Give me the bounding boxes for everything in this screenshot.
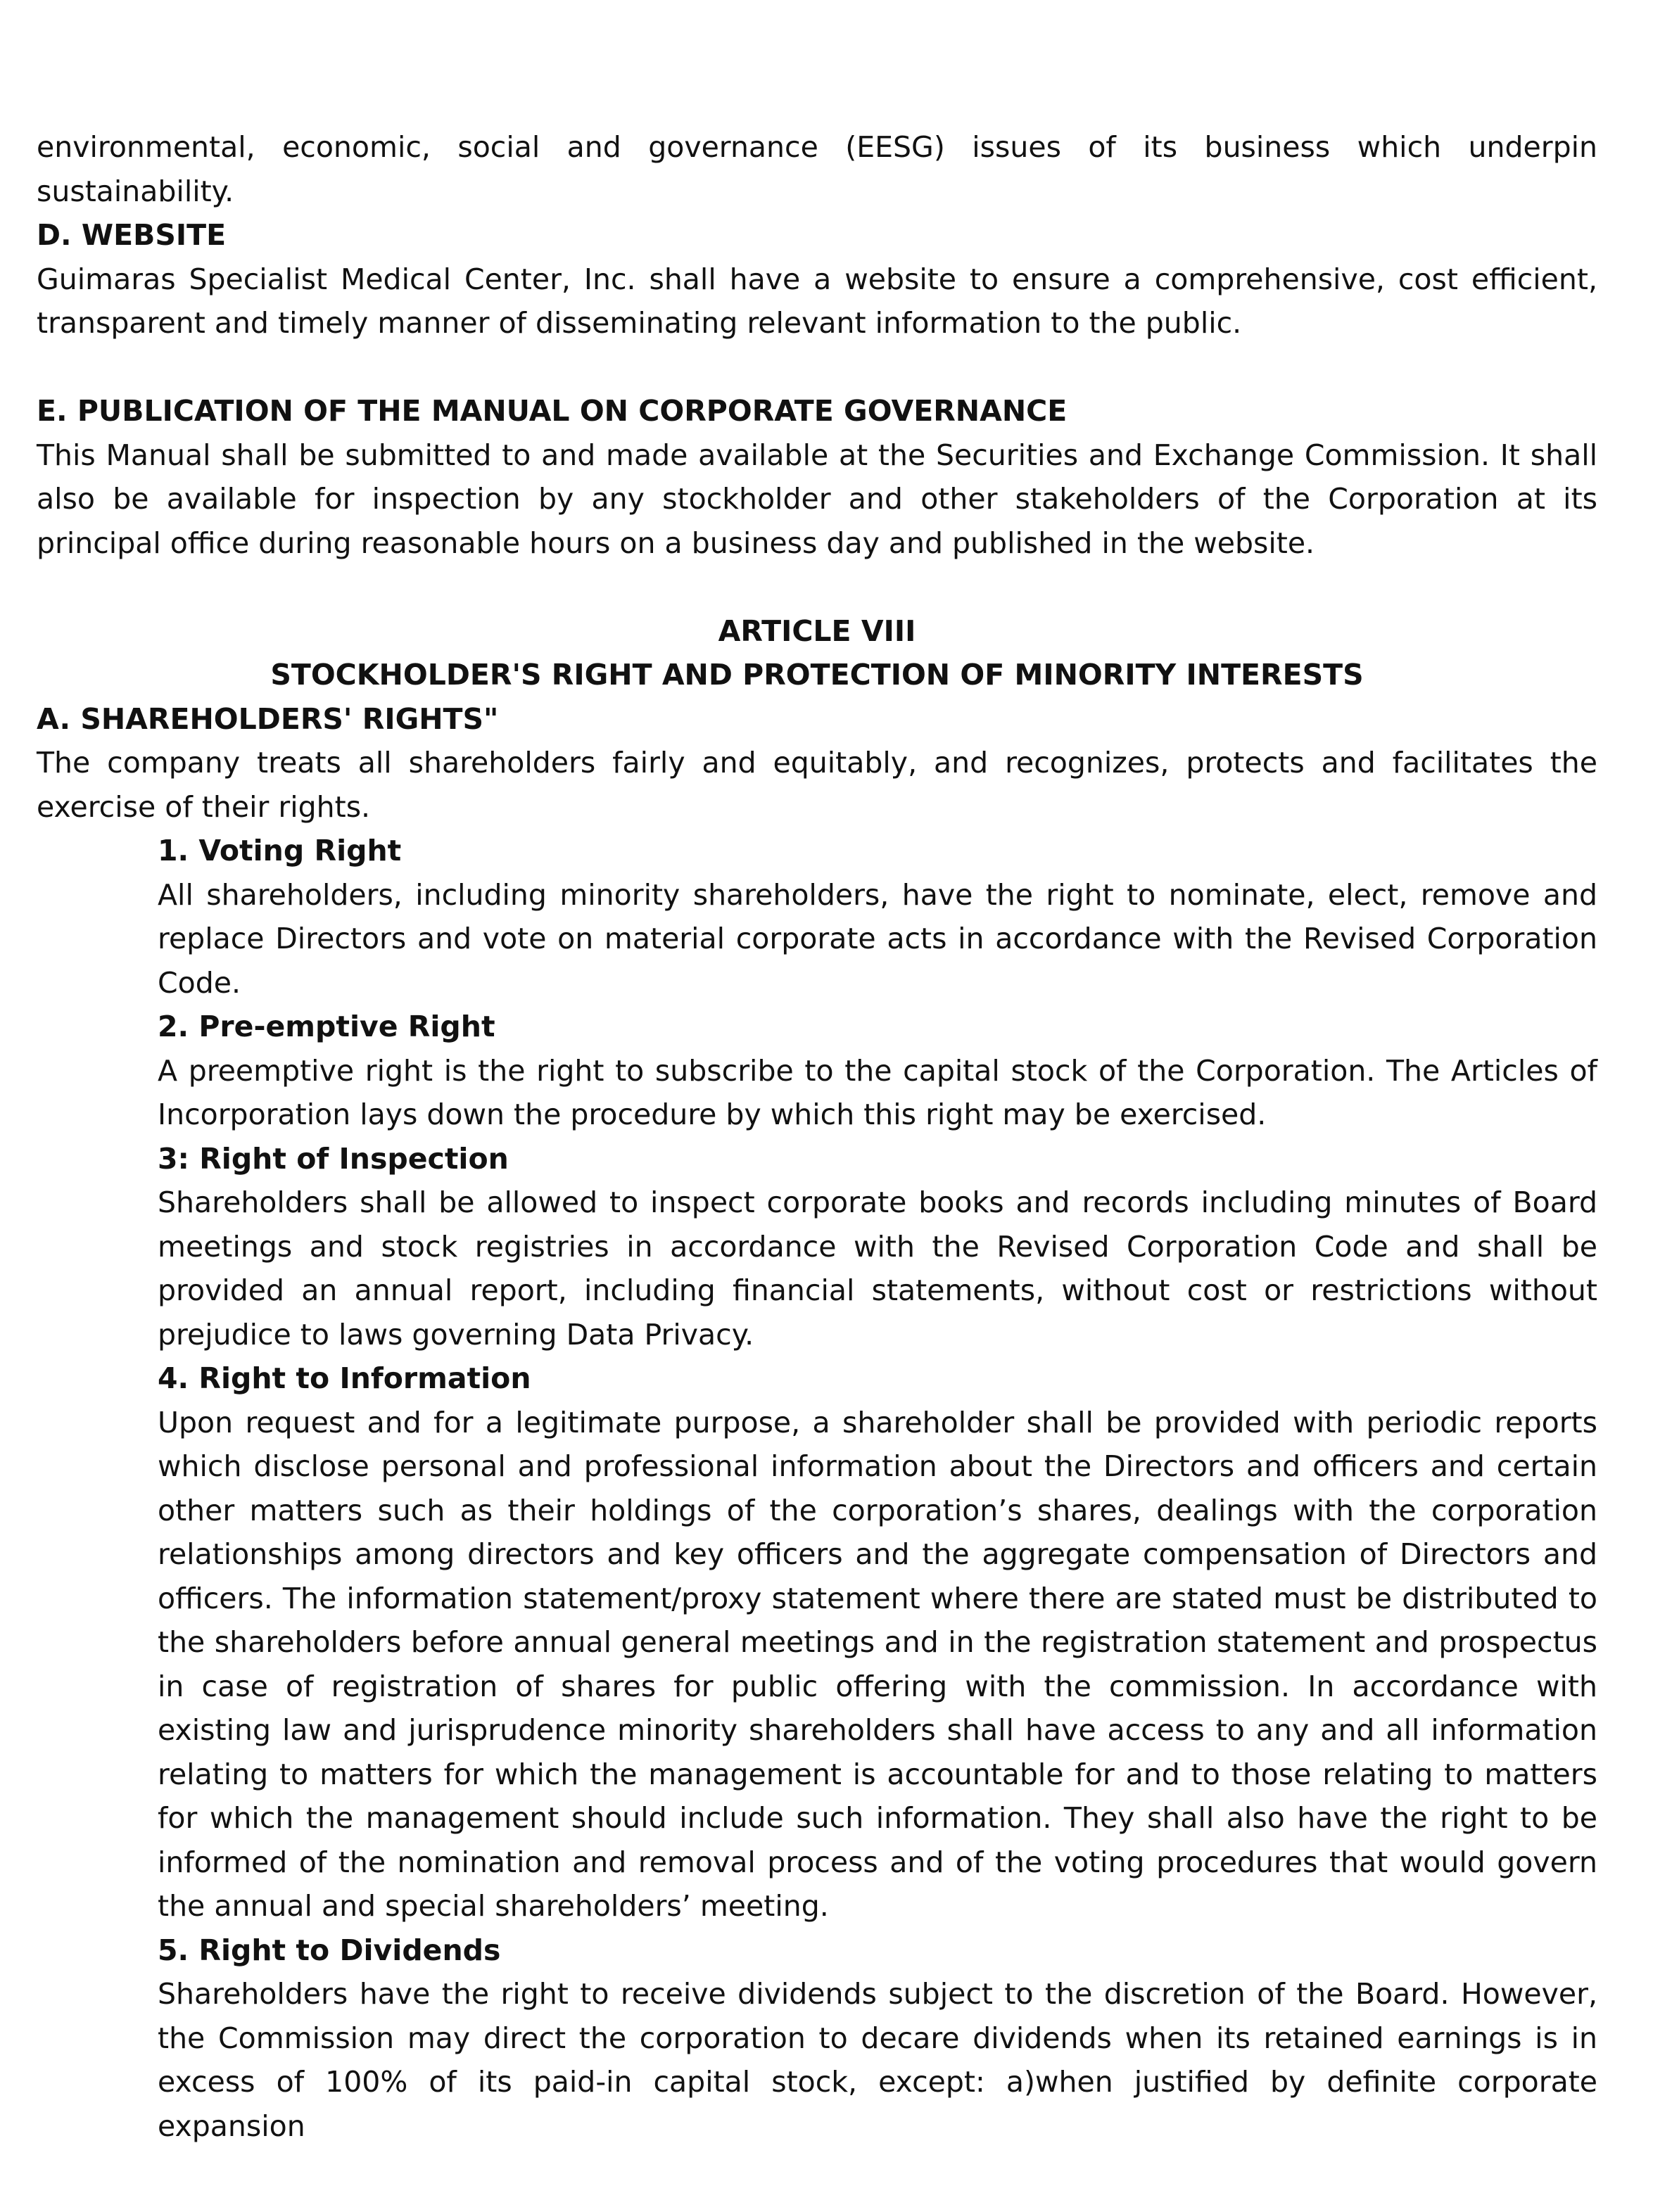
article-number: ARTICLE VIII bbox=[718, 614, 916, 648]
right-title-information: 4. Right to Information bbox=[158, 1361, 531, 1395]
right-title-voting: 1. Voting Right bbox=[158, 834, 402, 867]
right-title-preemptive: 2. Pre-emptive Right bbox=[158, 1010, 495, 1043]
website-heading: D. WEBSITE bbox=[37, 218, 227, 252]
right-text-inspection: Shareholders shall be allowed to inspect corporate books and records including minutes of Board meetings and stock registries in accordance with the Revised Corporation Code and shall be provided an annual report, including financial statements, without cost or restrictions without prejudice to laws governing Data Privacy. bbox=[158, 1186, 1597, 1352]
rights-list bbox=[158, 829, 1597, 2148]
intro-tail-paragraph: environmental, economic, social and governance (EESG) issues of its business which underpin sustainability. bbox=[37, 130, 1597, 208]
shareholders-heading: A. SHAREHOLDERS' RIGHTS" bbox=[37, 701, 499, 736]
right-title-inspection: 3: Right of Inspection bbox=[158, 1141, 509, 1176]
right-text-information: Upon request and for a legitimate purpose, a shareholder shall be provided with periodic reports which disclose personal and professional information about the Directors and officers and certain other matters such as their holdings of the corporation’s shares, dealings with the corporation relationships among directors and key officers and the aggregate compensation of Directors and officers. The information statement/proxy statement where there are stated must be distributed to the shareholders before annual general meetings and in the registration statement and prospectus in case of registration of shares for public offering with the commission. In accordance with existing law and jurisprudence minority shareholders shall have access to any and all information relating to matters for which the management is accountable for and to those relating to matters for which the management should include such information. They shall also have the right to be informed of the nomination and removal process and of the voting procedures that would govern the annual and special shareholders’ meeting. bbox=[158, 1405, 1597, 1923]
website-paragraph: Guimaras Specialist Medical Center, Inc. shall have a website to ensure a comprehensive, cost efficient, transparent and timely manner of disseminating relevant information to the public. bbox=[37, 262, 1597, 340]
spacer bbox=[37, 345, 1597, 390]
spacer bbox=[37, 565, 1597, 609]
publication-heading: E. PUBLICATION OF THE MANUAL ON CORPORATE GOVERNANCE bbox=[37, 394, 1068, 428]
right-text-preemptive: A preemptive right is the right to subscribe to the capital stock of the Corporation. The Articles of Incorporation lays down the procedure by which this right may be exercised. bbox=[158, 1053, 1597, 1131]
article-title: STOCKHOLDER'S RIGHT AND PROTECTION OF MINORITY INTERESTS bbox=[270, 658, 1364, 692]
right-text-dividends: Shareholders have the right to receive dividends subject to the discretion of the Board. However, the Commission may direct the corporation to decare dividends when its retained earnings is in excess of 100% of its paid-in capital stock, except: a)when justified by definite corporate expansion bbox=[158, 1977, 1597, 2143]
right-text-voting: All shareholders, including minority shareholders, have the right to nominate, elect, remove and replace Directors and vote on material corporate acts in accordance with the Revised Corporation Code. bbox=[158, 877, 1597, 1000]
shareholders-intro: The company treats all shareholders fairly and equitably, and recognizes, protects and facilitates the exercise of their rights. bbox=[37, 746, 1597, 824]
right-title-dividends: 5. Right to Dividends bbox=[158, 1933, 501, 1967]
document-page bbox=[37, 125, 1597, 2148]
publication-paragraph: This Manual shall be submitted to and made available at the Securities and Exchange Commission. It shall also be available for inspection by any stockholder and other stakeholders of the Corporation at its principal office during reasonable hours on a business day and published in the website. bbox=[37, 438, 1597, 560]
